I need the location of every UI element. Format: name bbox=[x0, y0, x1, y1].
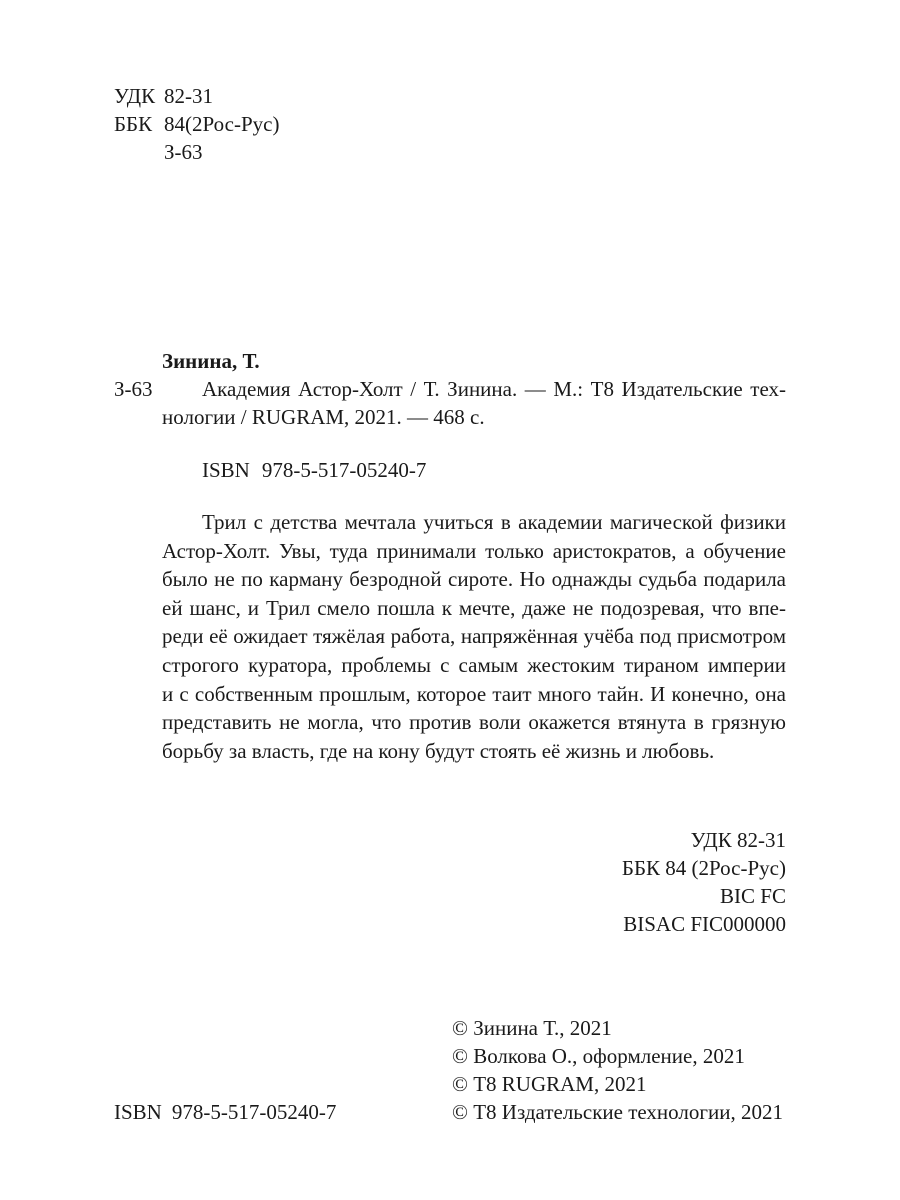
bbk-label: ББК bbox=[114, 112, 153, 136]
udk-value: 82-31 bbox=[164, 84, 213, 108]
annotation-line: представить не могла, что против воли окажется втянута в грязную bbox=[162, 710, 786, 735]
bbk-value: 84(2Рос-Рус) bbox=[164, 112, 280, 136]
bbk-row bbox=[114, 110, 279, 138]
copyright-publisher: © Т8 Издательские технологии, 2021 bbox=[452, 1100, 783, 1124]
annotation-paragraph bbox=[162, 508, 786, 765]
isbn-value: 978-5-517-05240-7 bbox=[261, 458, 427, 482]
annotation-line: ей шанс, и Трил смело пошла к мечте, даже не подозревая, что впе- bbox=[162, 595, 786, 620]
bisac-code: BISAC FIC000000 bbox=[623, 912, 786, 936]
entry-cutter-code: З-63 bbox=[114, 377, 153, 401]
bibliographic-description bbox=[162, 375, 786, 431]
biblio-line-1: Академия Астор-Холт / Т. Зинина. — М.: Т8 Издательские тех- bbox=[202, 377, 786, 401]
annotation-line: Астор-Холт. Увы, туда принимали только аристократов, а обучение bbox=[162, 538, 786, 563]
top-classification-codes bbox=[114, 82, 279, 166]
annotation-line: Трил с детства мечтала учиться в академии магической физики bbox=[202, 510, 786, 534]
annotation-line: борьбу за власть, где на кону будут стоять её жизнь и любовь. bbox=[162, 738, 715, 763]
cutter-code: З-63 bbox=[164, 140, 203, 164]
copyright-author: © Зинина Т., 2021 bbox=[452, 1016, 612, 1040]
bic-code: BIC FC bbox=[720, 884, 786, 908]
annotation-line: и с собственным прошлым, которое таит много тайн. И конечно, она bbox=[162, 681, 786, 706]
author-heading: Зинина, Т. bbox=[162, 349, 260, 373]
entry-isbn bbox=[202, 456, 426, 484]
udk-row bbox=[114, 82, 279, 110]
udk-code: УДК 82-31 bbox=[690, 828, 786, 852]
copyright-design: © Волкова О., оформление, 2021 bbox=[452, 1044, 745, 1068]
bottom-isbn-value: 978-5-517-05240-7 bbox=[171, 1100, 337, 1124]
annotation-line: строгого куратора, проблемы с самым жестоким тираном империи bbox=[162, 652, 786, 677]
biblio-line-2: нологии / RUGRAM, 2021. — 468 с. bbox=[162, 405, 485, 429]
isbn-label: ISBN bbox=[202, 458, 250, 482]
bbk-code: ББК 84 (2Рос-Рус) bbox=[621, 856, 786, 880]
annotation-line: было не по карману безродной сироте. Но однажды судьба подарила bbox=[162, 567, 786, 592]
copyright-rugram: © Т8 RUGRAM, 2021 bbox=[452, 1072, 647, 1096]
cutter-row bbox=[114, 138, 279, 166]
classification-codes-block bbox=[622, 826, 786, 938]
bottom-isbn-label: ISBN bbox=[114, 1100, 162, 1124]
bottom-isbn bbox=[114, 1098, 336, 1126]
udk-label: УДК bbox=[114, 84, 156, 108]
copyright-block bbox=[452, 1014, 783, 1126]
annotation-line: реди её ожидает тяжёлая работа, напряжённая учёба под присмотром bbox=[162, 624, 786, 649]
